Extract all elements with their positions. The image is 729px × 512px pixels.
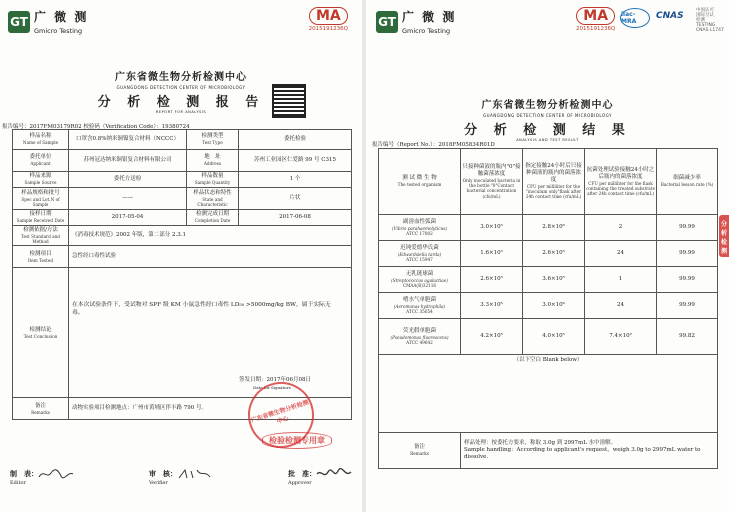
organism-cn: 迟钝爱德华氏菌 (400, 244, 439, 251)
sample-spec: —— (69, 188, 187, 210)
result-heading-en: ANALYSIS AND TEST RESULT (516, 138, 579, 142)
sign-date-en: Date for Signature (253, 385, 291, 391)
organism-cn: 嗜水气单胞菌 (402, 296, 436, 303)
result-title (366, 96, 729, 142)
reduction-rate: 99.99 (657, 215, 718, 241)
remarks-cell (461, 433, 718, 469)
editor-signature (10, 468, 74, 486)
report-number: 报告编号（Report No.）：2018FM05834R01D (372, 142, 495, 148)
header-cn: 抗菌处理试验接触24小时之后瓶内的菌落浓度 (586, 166, 655, 180)
label: 样品名称 (29, 133, 52, 140)
label: 接样日期 (29, 211, 52, 218)
table-row (379, 319, 718, 355)
conc-treated: 24 (585, 293, 657, 319)
cma-badge (309, 7, 348, 32)
label: 样品数量 (201, 173, 224, 180)
label-en: Name of Sample (22, 140, 59, 146)
cma-badge (576, 7, 615, 32)
label-en: Sample Source (24, 180, 57, 186)
sample-name: 口罩含0.8%纳米铜镍复合材料（NCCC） (69, 130, 187, 150)
applicant: 苏州冠达纳米铜银复合材料有限公司 (69, 150, 187, 172)
signature-icon (177, 468, 213, 480)
sign-date: 签发日期：2017年06月08日 (239, 376, 311, 383)
label-en: Sample Quantity (194, 180, 231, 186)
remarks-cn: 样品处理：按委托方要求，称取 3.0g 到 2997mL 水中溶解。 (464, 440, 617, 447)
report-page-right (366, 0, 729, 512)
label: 检测结论 (29, 326, 52, 333)
cnas-icon: CNAS (656, 11, 684, 21)
address: 苏州工业园区仁爱路 99 号 C315 (239, 150, 352, 172)
label: 地 址 (204, 154, 221, 161)
header-en: The tested organism (397, 182, 442, 188)
center-name-en: GUANGDONG DETECTION CENTER OF MICROBIOLOGY (116, 85, 246, 90)
organism-cn: 荧光假单胞菌 (402, 327, 436, 334)
company-logo (8, 8, 88, 35)
label: 检测完成日期 (195, 211, 229, 218)
remarks-row (379, 433, 718, 469)
editor-label-en: Editor (10, 480, 26, 486)
logo-mark-icon: GT (8, 11, 30, 33)
organism-atcc: ATCC 49642 (406, 339, 433, 345)
label: 检测类型 (201, 133, 224, 140)
conc-24h: 3.0×10⁶ (523, 293, 585, 319)
label: 样品来源 (29, 173, 52, 180)
blank-below: （以下空白 Blank below） (379, 355, 718, 433)
signature-row (10, 468, 352, 486)
label: 检测项目 (29, 250, 52, 257)
conc-0h: 3.3×10⁵ (461, 293, 523, 319)
label-en: Remarks (31, 409, 50, 415)
test-standard: 《消毒技术规范》2002 年版，第二部分 2.3.1 (69, 226, 352, 246)
inspection-stamp: 检验检测专用章 (262, 432, 332, 449)
table-row (379, 215, 718, 241)
header-cn: 测 试 微 生 物 (402, 175, 437, 182)
label-en: Test Standard and Method (21, 233, 60, 245)
verifier-signature (149, 468, 213, 486)
header-cn: 指定接触24小时后只接种菌液的瓶内的菌落浓度 (525, 163, 582, 184)
center-name-en: GUANGDONG DETECTION CENTER OF MICROBIOLOGY (483, 113, 612, 118)
report-number: 报告编号：2017FM03179R02 校验码（Verification Code）：19380724 (2, 124, 190, 130)
qr-code-icon (272, 84, 306, 118)
received-date: 2017-05-04 (69, 210, 187, 226)
remarks-en: Sample handling：According to applicant's request，weigh 3.0g to 2997mL water to dissolve. (464, 447, 701, 460)
logo-en: Gmicro Testing (402, 27, 451, 35)
organism-cn: 无乳链球菌 (405, 270, 434, 277)
conclusion-cell (69, 268, 352, 398)
company-logo (376, 8, 456, 35)
label-en: Test Type (202, 140, 223, 146)
sample-source: 委托方送检 (69, 172, 187, 188)
report-heading: 分 析 检 测 报 告 (97, 95, 265, 110)
cma-number: 2015191236Q (308, 26, 348, 32)
report-page-left (0, 0, 362, 512)
approver-label: 批 准： (288, 469, 316, 478)
report-heading-en: REPORT FOR ANALYSIS (155, 110, 207, 114)
header-cn: 细菌减少率 (673, 175, 701, 182)
header-en: CFU per milliliter for the "inoculum only"flask after 24h contact time (cfu/mL) (525, 183, 582, 200)
signature-icon (316, 468, 352, 480)
label-en: Completion Date (194, 218, 231, 224)
conc-24h: 2.6×10⁵ (523, 241, 585, 267)
remarks-label: 备注 (413, 444, 425, 451)
logo-cn: 广 微 测 (34, 10, 89, 24)
logo-cn: 广 微 测 (402, 10, 457, 24)
verifier-label-en: Verifier (149, 480, 168, 486)
organism-atcc: ATCC 17802 (406, 230, 433, 236)
label-en: Sample Received Date (16, 218, 65, 224)
result-heading: 分 析 检 测 结 果 (464, 123, 631, 138)
table-row (379, 293, 718, 319)
conc-treated: 1 (585, 267, 657, 293)
label: 样品规格和批号 (21, 189, 60, 196)
organism-atcc: ATCC 15947 (406, 256, 433, 262)
reduction-rate: 99.99 (657, 241, 718, 267)
cnas-text: 中国认可 国际互认 检测 TESTING CNAS L1747 (696, 8, 724, 33)
approver-signature (288, 468, 352, 486)
label-en: Spec and Lot.N of Sample (21, 196, 60, 207)
organism-en: (Aeromonas hydrophila) (393, 303, 446, 309)
logo-mark-icon: GT (376, 11, 398, 33)
side-tab: 分析检测 (719, 215, 729, 257)
result-table (378, 148, 718, 469)
header-en: Only inoculated bacteria in the bottle "0"Contact bacterial concentration (cfu/mL) (462, 177, 521, 199)
table-row (379, 267, 718, 293)
blank-row (379, 355, 718, 433)
organism-atcc: ATCC 35654 (406, 308, 433, 314)
conc-treated: 2 (585, 215, 657, 241)
center-name: 广东省微生物分析检测中心 (481, 100, 614, 111)
conc-0h: 1.6×10⁵ (461, 241, 523, 267)
conc-0h: 3.0×10⁵ (461, 215, 523, 241)
approver-label-en: Approver (288, 480, 312, 486)
label-en: Address (203, 161, 222, 167)
completion-date: 2017-06-08 (239, 210, 352, 226)
sample-state: 片状 (239, 188, 352, 210)
logo-en: Gmicro Testing (34, 27, 83, 35)
organism-cn: 副溶血性弧菌 (402, 218, 436, 225)
table-row (379, 241, 718, 267)
conc-treated: 24 (585, 241, 657, 267)
organism-atcc: CMAA(B)32116 (402, 282, 437, 288)
reduction-rate: 99.99 (657, 267, 718, 293)
label: 样品状态和特性 (193, 189, 232, 196)
organism-en: (Vibrio parahaemolyticus) (391, 225, 448, 231)
label: 委托单位 (29, 154, 52, 161)
remarks-label-en: Remarks (410, 451, 429, 457)
remarks: 动物实验项目检测地点：广州市黄埔区伴丰路 790 号。 (69, 398, 352, 420)
conc-24h: 2.8×10⁶ (523, 215, 585, 241)
item-tested: 急性经口毒性试验 (69, 246, 352, 268)
conc-0h: 2.6×10⁵ (461, 267, 523, 293)
label: 备注 (34, 402, 46, 409)
test-type: 委托检验 (239, 130, 352, 150)
conc-24h: 3.6×10⁵ (523, 267, 585, 293)
label-en: Test Conclusion (23, 333, 58, 339)
official-stamp: 广东省微生物分析检测中心 (239, 373, 322, 456)
report-title (0, 68, 362, 114)
header-cn: 只接种菌液的瓶内"0"接触菌落浓度 (462, 164, 521, 177)
cma-icon: MA (576, 7, 615, 25)
organism-en: (Edwardsiella tarda) (397, 251, 442, 257)
label-en: Item Tested (27, 257, 54, 263)
conc-0h: 4.2×10⁵ (461, 319, 523, 355)
label-en: State and Characteristic (197, 196, 228, 207)
label-en: Applicant (30, 161, 51, 167)
label: 检测依据/方法 (23, 227, 58, 233)
cma-icon: MA (309, 7, 348, 25)
report-info-table (12, 129, 352, 420)
table-header (379, 149, 718, 215)
organism-en: (Pseudomonas fluorescens) (390, 334, 449, 340)
header-en: CFU per milliliter for the flask containing the treated substrate after 24h contact time (cfu/mL) (586, 180, 655, 196)
center-name: 广东省微生物分析检测中心 (115, 72, 247, 83)
organism-en: (Streptococcus agalactiae) (391, 277, 448, 283)
cma-number: 2015191236Q (576, 26, 616, 32)
ilac-mra-icon: ilac-MRA (620, 8, 650, 28)
conc-treated: 7.4×10² (585, 319, 657, 355)
editor-label: 制 表： (10, 469, 38, 478)
verifier-label: 审 核： (149, 469, 177, 478)
conc-24h: 4.0×10⁵ (523, 319, 585, 355)
sample-quantity: 1 个 (239, 172, 352, 188)
header-en: Bacterial lesson rate (%) (660, 182, 714, 188)
reduction-rate: 99.82 (657, 319, 718, 355)
signature-icon (38, 468, 74, 480)
reduction-rate: 99.99 (657, 293, 718, 319)
conclusion-text: 在本次试验条件下，受试物对 SPF 级 KM 小鼠急性经口毒性 LD₅₀ >5000mg/kg BW，属于实际无毒。 (72, 302, 331, 316)
